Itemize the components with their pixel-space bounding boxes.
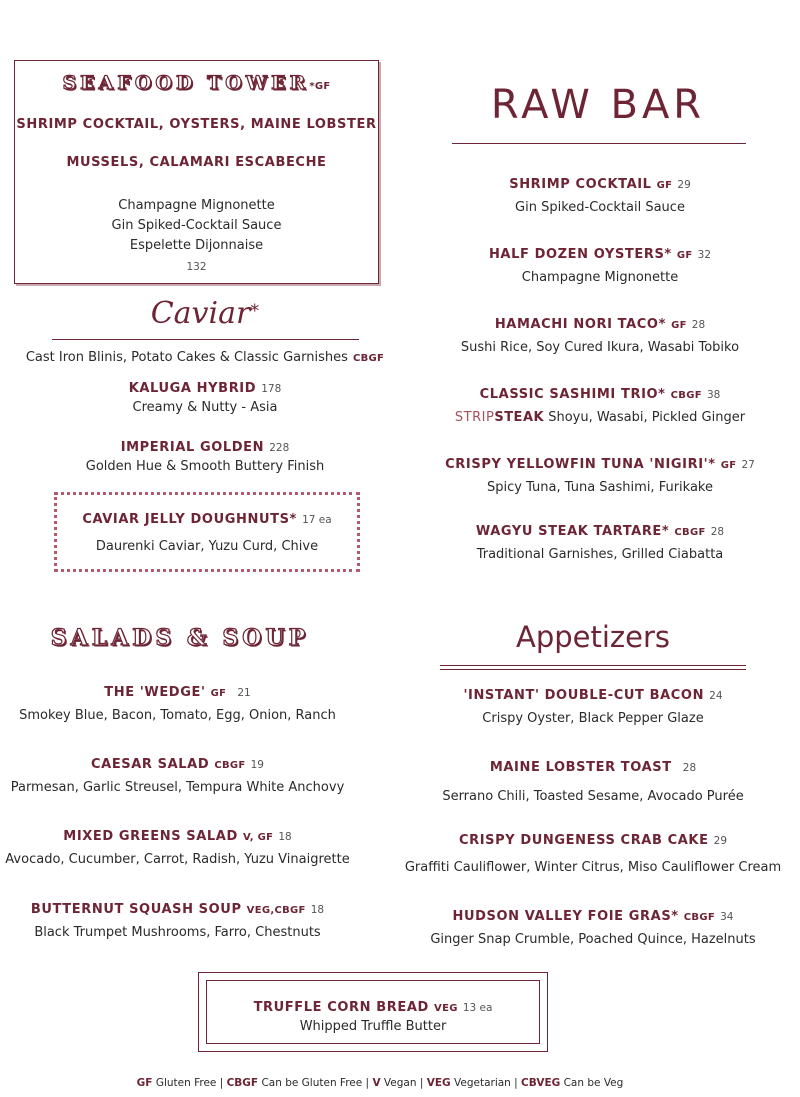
item-desc: Whipped Truffle Butter: [299, 1019, 447, 1034]
item-name: CRISPY DUNGENESS CRAB CAKE: [458, 833, 709, 848]
item-desc: Ginger Snap Crumble, Poached Quince, Hazelnuts: [430, 932, 756, 947]
brand-steak: STEAK: [494, 410, 545, 425]
seafood-tower-heading: [14, 72, 379, 94]
item-tag: GF: [656, 180, 673, 191]
item-desc: Champagne Mignonette: [521, 270, 679, 285]
item-name: HALF DOZEN OYSTERS*: [488, 247, 672, 262]
item-tag: GF: [676, 250, 693, 261]
item-name: SHRIMP COCKTAIL: [509, 177, 652, 192]
appetizer-item: [420, 905, 766, 947]
item-tag: V, GF: [242, 832, 274, 843]
salad-item: [0, 753, 355, 795]
item-price: 29: [713, 835, 728, 847]
item-price: 18: [310, 904, 325, 916]
item-tag: GF: [210, 688, 227, 699]
item-name: THE 'WEDGE': [104, 685, 206, 700]
item-name: IMPERIAL GOLDEN: [120, 440, 265, 455]
item-desc: Serrano Chili, Toasted Sesame, Avocado Purée: [442, 789, 744, 804]
caviar-title: Caviar: [150, 296, 251, 331]
item-name: CLASSIC SASHIMI TRIO*: [479, 387, 666, 402]
item-name: BUTTERNUT SQUASH SOUP: [30, 902, 242, 917]
item-tag: GF: [720, 460, 737, 471]
seafood-tower-price: 132: [186, 261, 207, 273]
item-tag: GF: [671, 320, 687, 331]
legend-code: GF: [136, 1077, 153, 1089]
item-desc: Gin Spiked-Cocktail Sauce: [515, 200, 685, 215]
raw-bar-item: [440, 313, 760, 355]
appetizer-item: [420, 684, 766, 726]
item-price: 18: [278, 831, 292, 843]
item-tag: CBGF: [683, 912, 715, 923]
item-desc: Traditional Garnishes, Grilled Ciabatta: [476, 547, 724, 562]
legend-code: CBVEG: [521, 1077, 561, 1089]
legend-code: V: [372, 1077, 381, 1089]
caviar-heading: [50, 296, 360, 331]
item-desc: Crispy Oyster, Black Pepper Glaze: [482, 711, 704, 726]
item-desc: Sushi Rice, Soy Cured Ikura, Wasabi Tobiko: [460, 340, 740, 355]
item-name: CAESAR SALAD: [91, 757, 210, 772]
salad-item: [0, 898, 355, 940]
item-tag: CBGF: [670, 390, 702, 401]
caviar-intro-text: Cast Iron Blinis, Potato Cakes & Classic Garnishes: [25, 350, 348, 365]
seafood-tower-sauce: Champagne Mignonette: [118, 198, 275, 213]
item-price: 28: [691, 319, 706, 331]
appetizers-divider: [440, 665, 746, 666]
raw-bar-item: [440, 243, 760, 285]
item-price: 178: [261, 383, 282, 395]
seafood-tower-tag: *GF: [309, 81, 331, 92]
appetizers-divider: [440, 669, 746, 670]
appetizer-item: [420, 756, 766, 804]
item-desc: Graffiti Cauliflower, Winter Citrus, Miso Cauliflower Cream: [404, 860, 782, 875]
salad-item: [0, 681, 355, 723]
item-desc: [440, 410, 760, 425]
appetizers-title: Appetizers: [515, 620, 671, 654]
raw-bar-item: [440, 173, 760, 215]
item-price: 13 ea: [462, 1002, 493, 1014]
item-name: KALUGA HYBRID: [128, 381, 257, 396]
item-desc: Smokey Blue, Bacon, Tomato, Egg, Onion, Ranch: [19, 708, 336, 723]
item-desc-text: Shoyu, Wasabi, Pickled Ginger: [544, 410, 746, 425]
item-price: 29: [677, 179, 691, 191]
item-name: WAGYU STEAK TARTARE*: [475, 524, 670, 539]
item-name: HAMACHI NORI TACO*: [494, 317, 666, 332]
legend-code: VEG: [426, 1077, 451, 1089]
caviar-intro-tag: CBGF: [352, 353, 385, 364]
caviar-item: [40, 377, 370, 415]
legend-code: CBGF: [226, 1077, 259, 1089]
appetizer-item: [400, 829, 786, 875]
seafood-tower-line2: MUSSELS, CALAMARI ESCABECHE: [66, 155, 327, 170]
item-name: MIXED GREENS SALAD: [63, 829, 238, 844]
item-price: 228: [269, 442, 290, 454]
raw-bar-item: [440, 383, 760, 425]
item-name: 'INSTANT' DOUBLE-CUT BACON: [463, 688, 705, 703]
seafood-tower-line1: SHRIMP COCKTAIL, OYSTERS, MAINE LOBSTER: [16, 117, 377, 132]
item-price: 32: [697, 249, 712, 261]
legend-label: Gluten Free: [155, 1077, 217, 1089]
item-name: CRISPY YELLOWFIN TUNA 'NIGIRI'*: [445, 457, 716, 472]
item-tag: CBGF: [214, 760, 246, 771]
dietary-legend: GF Gluten Free | CBGF Can be Gluten Free | V Vegan | VEG Vegetarian | CBVEG Can be Veg: [136, 1077, 624, 1089]
seafood-tower-sauce: Espelette Dijonnaise: [129, 238, 264, 253]
item-desc: Creamy & Nutty - Asia: [132, 400, 278, 415]
item-name: HUDSON VALLEY FOIE GRAS*: [452, 909, 679, 924]
seafood-tower-title: SEAFOOD TOWER: [62, 72, 310, 94]
caviar-asterisk: *: [250, 300, 260, 322]
caviar-intro: [10, 346, 400, 365]
item-desc: Black Trumpet Mushrooms, Farro, Chestnuts: [34, 925, 321, 940]
item-name: MAINE LOBSTER TOAST: [489, 760, 672, 775]
item-desc: Spicy Tuna, Tuna Sashimi, Furikake: [487, 480, 713, 495]
item-price: 28: [682, 762, 697, 774]
legend-label: Can be Gluten Free: [261, 1077, 363, 1089]
item-tag: CBGF: [674, 527, 706, 538]
legend-label: Vegan: [383, 1077, 417, 1089]
salad-item: [0, 825, 355, 867]
item-price: 38: [706, 389, 721, 401]
seafood-tower-sauce: Gin Spiked-Cocktail Sauce: [111, 218, 282, 233]
caviar-doughnuts: [54, 508, 360, 554]
item-price: 27: [741, 459, 755, 471]
item-name: TRUFFLE CORN BREAD: [253, 1000, 429, 1015]
item-desc: Daurenki Caviar, Yuzu Curd, Chive: [95, 539, 319, 554]
item-price: 24: [709, 690, 723, 702]
raw-bar-item: [440, 520, 760, 562]
salads-title: SALADS & SOUP: [50, 625, 310, 651]
raw-bar-item: [440, 453, 760, 495]
caviar-divider: [52, 339, 359, 340]
item-name: CAVIAR JELLY DOUGHNUTS*: [82, 512, 297, 527]
item-desc: Golden Hue & Smooth Buttery Finish: [85, 459, 325, 474]
item-price: 34: [720, 911, 734, 923]
item-price: 28: [710, 526, 725, 538]
salads-heading: [20, 625, 340, 651]
item-price: 21: [237, 687, 251, 699]
legend-label: Vegetarian: [454, 1077, 511, 1089]
item-desc: Parmesan, Garlic Streusel, Tempura White Anchovy: [10, 780, 345, 795]
item-tag: VEG,CBGF: [246, 905, 306, 916]
caviar-item: [40, 436, 370, 474]
raw-bar-title: RAW BAR: [490, 82, 706, 128]
truffle-item: [198, 996, 548, 1034]
legend-label: Can be Veg: [563, 1077, 624, 1089]
item-tag: VEG: [434, 1003, 458, 1014]
raw-bar-divider: [452, 143, 746, 144]
item-price: 19: [250, 759, 264, 771]
brand-strip: STRIP: [454, 410, 495, 425]
item-desc: Avocado, Cucumber, Carrot, Radish, Yuzu Vinaigrette: [5, 852, 350, 867]
item-price: 17 ea: [302, 514, 332, 526]
